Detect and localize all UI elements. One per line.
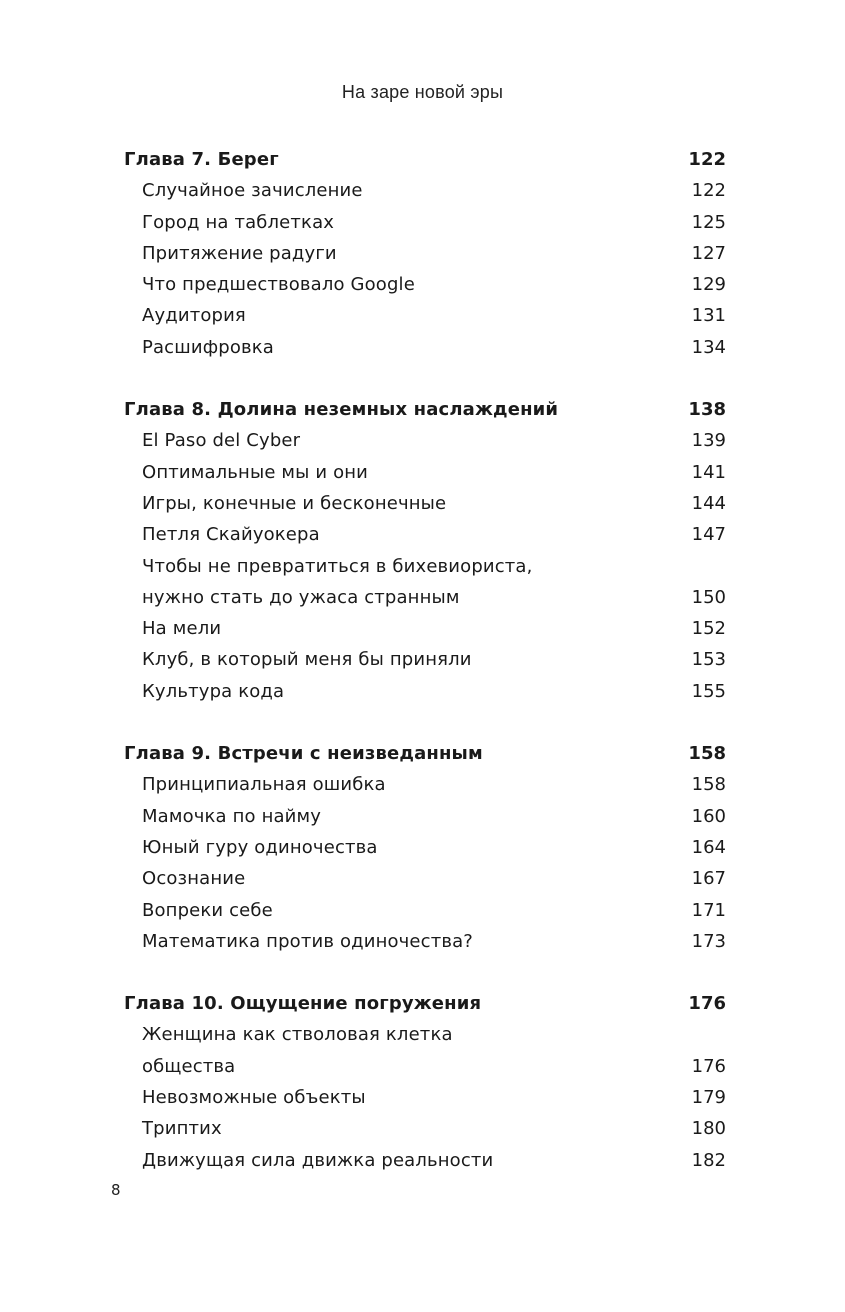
section-entry xyxy=(124,613,726,644)
chapter-title: Глава 10. Ощущение погружения xyxy=(124,993,482,1015)
section-entry xyxy=(124,582,726,613)
section-entry xyxy=(124,832,726,863)
section-page: 158 xyxy=(691,774,726,796)
section-entry xyxy=(124,1113,726,1144)
section-page: 122 xyxy=(691,180,726,202)
section-page: 144 xyxy=(691,492,726,514)
section-entry xyxy=(124,175,726,206)
section-entry xyxy=(124,1051,726,1082)
chapter-heading xyxy=(124,394,726,425)
section-page: 173 xyxy=(691,930,726,952)
section-entry xyxy=(124,207,726,238)
section-entry xyxy=(124,457,726,488)
chapter-block xyxy=(124,738,726,957)
section-page: 164 xyxy=(691,836,726,858)
chapter-title: Глава 9. Встречи с неизведанным xyxy=(124,743,483,765)
chapter-page: 176 xyxy=(688,993,726,1015)
section-entry xyxy=(124,801,726,832)
chapter-block xyxy=(124,394,726,707)
chapter-heading xyxy=(124,988,726,1019)
section-page: 147 xyxy=(691,524,726,546)
section-page: 141 xyxy=(691,461,726,483)
section-title: Клуб, в который меня бы приняли xyxy=(142,649,472,671)
chapter-page: 138 xyxy=(688,399,726,421)
section-page: 180 xyxy=(691,1118,726,1140)
section-entry xyxy=(124,551,726,582)
section-page: 134 xyxy=(691,336,726,358)
section-title: нужно стать до ужаса странным xyxy=(142,586,460,608)
section-title: Вопреки себе xyxy=(142,899,273,921)
section-title: Что предшествовало Google xyxy=(142,274,415,296)
section-page: 171 xyxy=(691,899,726,921)
section-title: Оптимальные мы и они xyxy=(142,461,369,483)
chapter-page: 158 xyxy=(688,743,726,765)
section-title: Математика против одиночества? xyxy=(142,930,473,952)
chapter-block xyxy=(124,144,726,363)
section-title: Принципиальная ошибка xyxy=(142,774,386,796)
section-entry xyxy=(124,769,726,800)
section-title: Случайное зачисление xyxy=(142,180,363,202)
section-entry xyxy=(124,895,726,926)
section-page: 179 xyxy=(691,1087,726,1109)
section-page: 152 xyxy=(691,618,726,640)
chapter-heading xyxy=(124,144,726,175)
section-page: 127 xyxy=(691,242,726,264)
section-page: 167 xyxy=(691,868,726,890)
section-entry xyxy=(124,863,726,894)
page-number: 8 xyxy=(111,1181,121,1199)
section-title: Мамочка по найму xyxy=(142,805,322,827)
section-page: 129 xyxy=(691,274,726,296)
section-page: 160 xyxy=(691,805,726,827)
chapter-page: 122 xyxy=(688,149,726,170)
section-title: Движущая сила движка реальности xyxy=(142,1149,494,1171)
table-of-contents xyxy=(124,144,726,1207)
section-title: Культура кода xyxy=(142,680,285,702)
section-title: Юный гуру одиночества xyxy=(142,836,378,858)
section-title: El Paso del Cyber xyxy=(142,430,301,452)
section-title: Чтобы не превратиться в бихевиориста, xyxy=(142,555,533,577)
section-page: 176 xyxy=(691,1055,726,1077)
section-entry xyxy=(124,238,726,269)
section-page: 153 xyxy=(691,649,726,671)
section-entry xyxy=(124,1145,726,1176)
section-page: 125 xyxy=(691,211,726,233)
section-entry xyxy=(124,269,726,300)
chapter-title: Глава 8. Долина неземных наслаждений xyxy=(124,399,559,421)
section-title: Невозможные объекты xyxy=(142,1087,366,1109)
section-entry xyxy=(124,644,726,675)
section-entry xyxy=(124,519,726,550)
section-page: 150 xyxy=(691,586,726,608)
section-title: Осознание xyxy=(142,868,246,890)
section-page: 155 xyxy=(691,680,726,702)
section-title: общества xyxy=(142,1055,236,1077)
section-entry xyxy=(124,676,726,707)
section-title: Женщина как стволовая клетка xyxy=(142,1024,453,1046)
section-title: Город на таблетках xyxy=(142,211,335,233)
section-entry xyxy=(124,1019,726,1050)
section-entry xyxy=(124,926,726,957)
section-entry xyxy=(124,300,726,331)
chapter-heading xyxy=(124,738,726,769)
section-page: 131 xyxy=(691,305,726,327)
section-title: Игры, конечные и бесконечные xyxy=(142,492,447,514)
chapter-block xyxy=(124,988,726,1176)
section-title: Расшифровка xyxy=(142,336,274,358)
section-title: Триптих xyxy=(142,1118,222,1140)
section-page: 139 xyxy=(691,430,726,452)
section-entry xyxy=(124,488,726,519)
section-title: Аудитория xyxy=(142,305,246,327)
section-title: Притяжение радуги xyxy=(142,242,337,264)
section-entry xyxy=(124,1082,726,1113)
section-title: На мели xyxy=(142,618,222,640)
section-page: 182 xyxy=(691,1149,726,1171)
section-entry xyxy=(124,425,726,456)
chapter-title: Глава 7. Берег xyxy=(124,149,279,170)
section-entry xyxy=(124,332,726,363)
running-head: На заре новой эры xyxy=(341,82,504,102)
section-title: Петля Скайуокера xyxy=(142,524,320,546)
